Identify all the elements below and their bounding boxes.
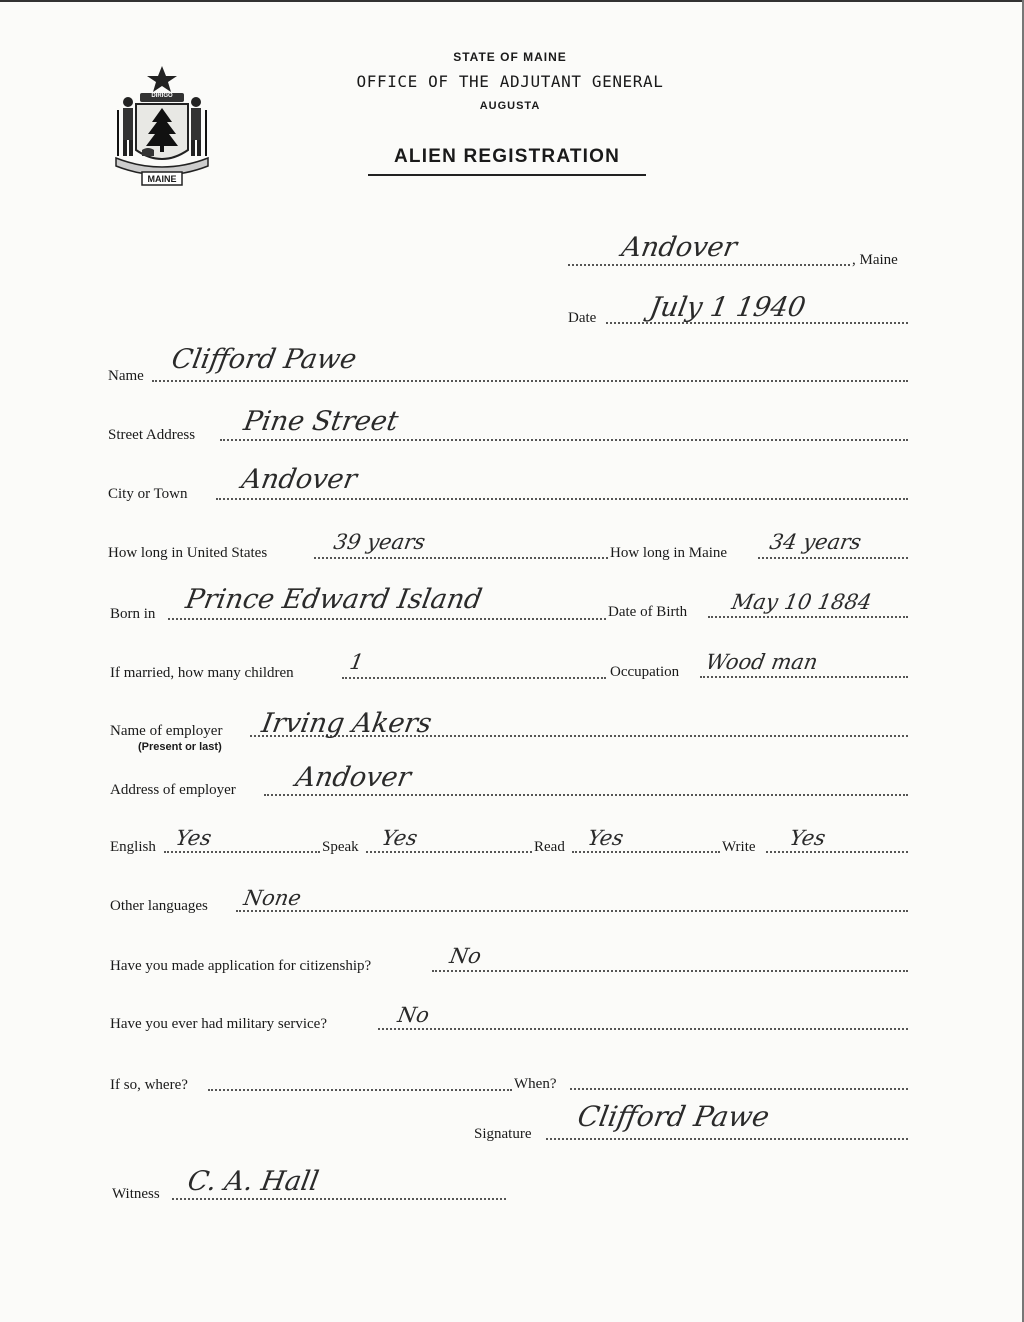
signature-value: Clifford Pawe xyxy=(575,1100,772,1133)
street-value: Pine Street xyxy=(241,406,401,437)
name-value: Clifford Pawe xyxy=(169,344,359,375)
maine-years-value: 34 years xyxy=(767,530,864,554)
employer-address-label: Address of employer xyxy=(110,782,236,798)
citizenship-line xyxy=(432,970,908,972)
header-office: OFFICE OF THE ADJUTANT GENERAL xyxy=(356,72,664,91)
header-city: AUGUSTA xyxy=(479,100,541,112)
page-title: ALIEN REGISTRATION xyxy=(368,146,646,176)
employer-sublabel: (Present or last) xyxy=(138,741,222,753)
other-languages-line xyxy=(236,910,908,912)
write-label: Write xyxy=(722,839,756,855)
employer-address-line xyxy=(264,794,908,796)
maine-years-label: How long in Maine xyxy=(610,545,728,561)
location-line xyxy=(568,264,850,266)
us-years-value: 39 years xyxy=(331,530,428,554)
speak-value: Yes xyxy=(379,826,420,850)
us-years-label: How long in United States xyxy=(108,545,268,561)
write-value: Yes xyxy=(787,826,828,850)
employer-label: Name of employer xyxy=(110,723,223,739)
name-line xyxy=(152,380,908,382)
seal-motto-text: DIRIGO xyxy=(151,93,173,99)
read-value: Yes xyxy=(585,826,626,850)
english-label: English xyxy=(110,839,156,855)
children-line xyxy=(342,677,606,679)
location-value: Andover xyxy=(619,232,740,263)
date-value: July 1 1940 xyxy=(647,292,808,323)
military-label: Have you ever had military service? xyxy=(110,1016,327,1032)
read-line xyxy=(572,851,720,853)
where-line xyxy=(208,1089,512,1091)
military-line xyxy=(378,1028,908,1030)
witness-label: Witness xyxy=(112,1186,160,1202)
military-value: No xyxy=(395,1003,432,1027)
born-in-line xyxy=(168,618,606,620)
header-state: STATE OF MAINE xyxy=(453,50,567,64)
english-value: Yes xyxy=(173,826,214,850)
occupation-line xyxy=(700,676,908,678)
read-label: Read xyxy=(534,839,565,855)
us-years-line xyxy=(314,557,608,559)
date-label: Date xyxy=(568,310,597,326)
where-label: If so, where? xyxy=(110,1077,188,1093)
citizenship-label: Have you made application for citizenship? xyxy=(110,958,372,974)
other-languages-value: None xyxy=(241,886,304,910)
children-label: If married, how many children xyxy=(110,665,294,681)
name-label: Name xyxy=(108,368,144,384)
maine-years-line xyxy=(758,557,908,559)
born-in-label: Born in xyxy=(110,606,156,622)
speak-label: Speak xyxy=(322,839,359,855)
children-value: 1 xyxy=(347,650,366,674)
street-label: Street Address xyxy=(108,427,196,443)
location-suffix: , Maine xyxy=(852,252,898,268)
witness-value: C. A. Hall xyxy=(185,1166,322,1197)
witness-line xyxy=(172,1198,506,1200)
when-label: When? xyxy=(514,1076,557,1092)
english-line xyxy=(164,851,320,853)
employer-address-value: Andover xyxy=(293,762,414,793)
dob-value: May 10 1884 xyxy=(729,590,874,614)
employer-value: Irving Akers xyxy=(259,708,435,739)
signature-label: Signature xyxy=(474,1126,532,1142)
seal-banner-text: MAINE xyxy=(147,174,177,184)
dob-label: Date of Birth xyxy=(608,604,688,620)
street-line xyxy=(220,439,908,441)
citizenship-value: No xyxy=(447,944,484,968)
occupation-label: Occupation xyxy=(610,664,680,680)
signature-line xyxy=(546,1138,908,1140)
when-line xyxy=(570,1088,908,1090)
city-line xyxy=(216,498,908,500)
born-in-value: Prince Edward Island xyxy=(183,584,485,615)
state-seal-icon xyxy=(108,64,216,189)
city-label: City or Town xyxy=(108,486,188,502)
dob-line xyxy=(708,616,908,618)
other-languages-label: Other languages xyxy=(110,898,208,914)
occupation-value: Wood man xyxy=(703,650,820,674)
page-border-top xyxy=(0,0,1024,2)
write-line xyxy=(766,851,908,853)
speak-line xyxy=(366,851,532,853)
city-value: Andover xyxy=(239,464,360,495)
